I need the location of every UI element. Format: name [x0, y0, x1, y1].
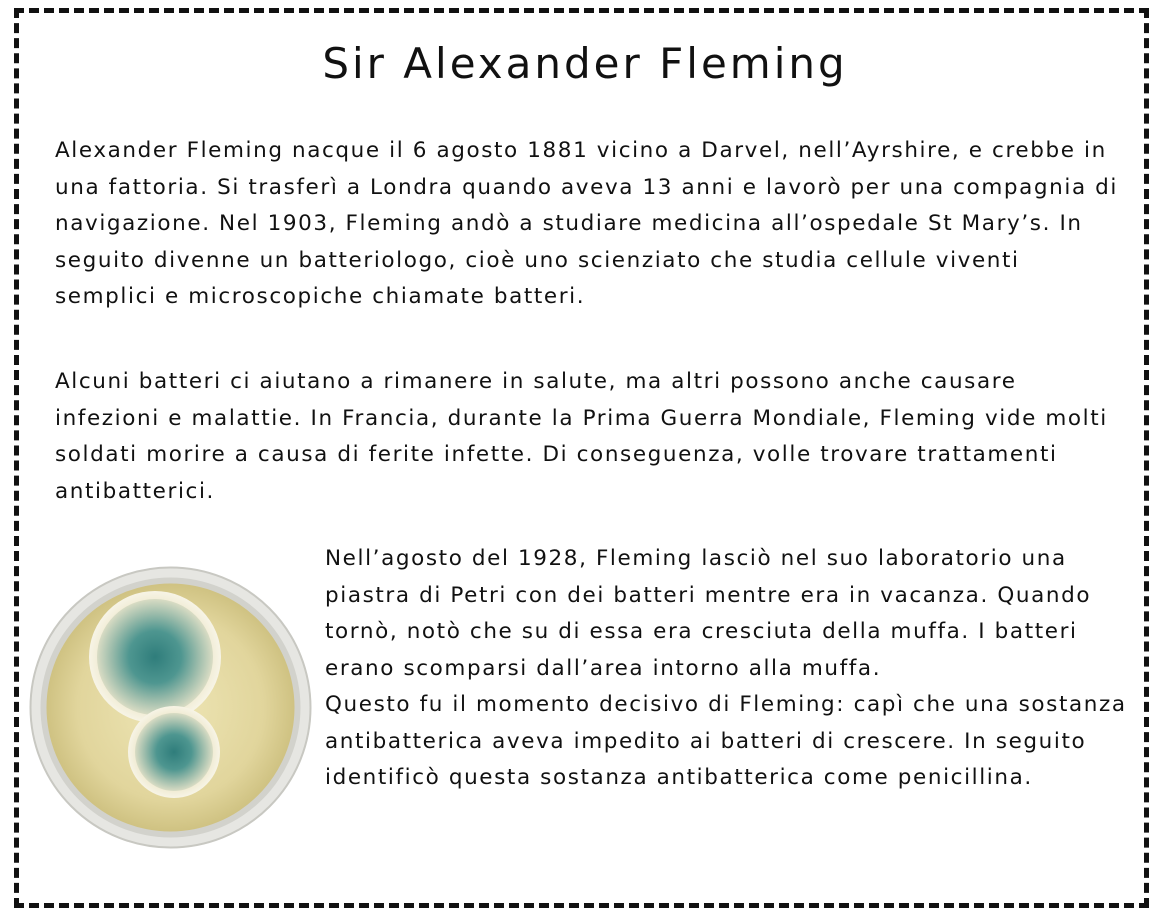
- mold-colony-small: [135, 713, 213, 791]
- paragraph-bacteria: Alcuni batteri ci aiutano a rimanere in salute, ma altri possono anche causare infezioni e malattie. In Francia, durante la Prima Guerra Mondiale, Fleming vide molti soldati morire a causa di ferite infette. Di conseguenza, volle trovare trattamenti antibatterici.: [55, 369, 1108, 504]
- paragraph-biography: Alexander Fleming nacque il 6 agosto 1881 vicino a Darvel, nell’Ayrshire, e crebbe in una fattoria. Si trasferì a Londra quando aveva 13 anni e lavorò per una compagnia di navigazione. Nel 1903, Fleming andò a studiare medicina all’ospedale St Mary’s. In seguito divenne un batteriologo, cioè uno scienziato che studia cellule viventi semplici e microscopiche chiamate batteri.: [55, 138, 1118, 309]
- page-title: Sir Alexander Fleming: [322, 39, 848, 88]
- paragraph-discovery-part2: Questo fu il momento decisivo di Fleming: capì che una sostanza antibatterica aveva impedito ai batteri di crescere. In seguito identificò questa sostanza antibatterica come penicillina.: [325, 692, 1127, 790]
- paragraph-discovery: [325, 541, 1135, 797]
- petri-dish-illustration: [28, 565, 313, 850]
- mold-colony-large: [97, 599, 213, 715]
- paragraph-discovery-part1: Nell’agosto del 1928, Fleming lasciò nel suo laboratorio una piastra di Petri con dei batteri mentre era in vacanza. Quando tornò, notò che su di essa era cresciuta della muffa. I batteri erano scomparsi dall’area intorno alla muffa.: [325, 546, 1092, 681]
